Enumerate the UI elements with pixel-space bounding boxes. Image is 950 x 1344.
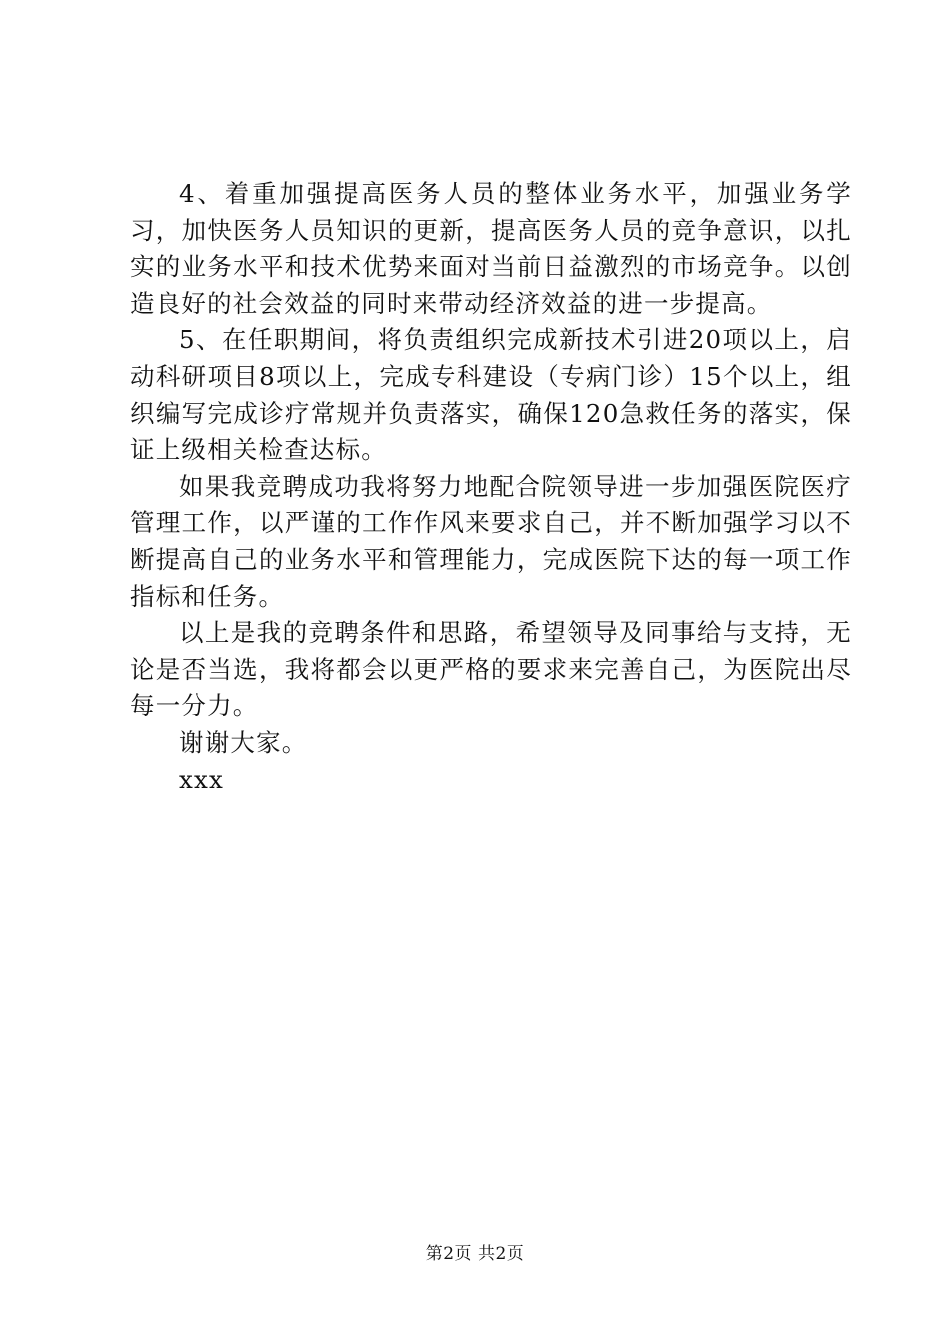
paragraph-item-5: 5、在任职期间，将负责组织完成新技术引进20项以上，启动科研项目8项以上，完成专科建设（专病门诊）15个以上，组织编写完成诊疗常规并负责落实，确保120急救任务的落实，保证上级相关检查达标。 (130, 325, 852, 465)
paragraph-item-4: 4、着重加强提高医务人员的整体业务水平，加强业务学习，加快医务人员知识的更新，提高医务人员的竞争意识，以扎实的业务水平和技术优势来面对当前日益激烈的市场竞争。以创造良好的社会效益的同时来带动经济效益的进一步提高。 (130, 179, 852, 318)
paragraph-commitment: 如果我竞聘成功我将努力地配合院领导进一步加强医院医疗管理工作，以严谨的工作作风来要求自己，并不断加强学习以不断提高自己的业务水平和管理能力，完成医院下达的每一项工作指标和任务。 (130, 471, 852, 611)
signature: xxx (179, 764, 225, 794)
closing-thanks: 谢谢大家。 (179, 727, 308, 757)
page-number-footer: 第2页 共2页 (425, 1244, 525, 1264)
paragraph-conclusion: 以上是我的竞聘条件和思路，希望领导及同事给与支持，无论是否当选，我将都会以更严格的要求来完善自己，为医院出尽每一分力。 (130, 618, 852, 721)
document-body (130, 176, 852, 798)
